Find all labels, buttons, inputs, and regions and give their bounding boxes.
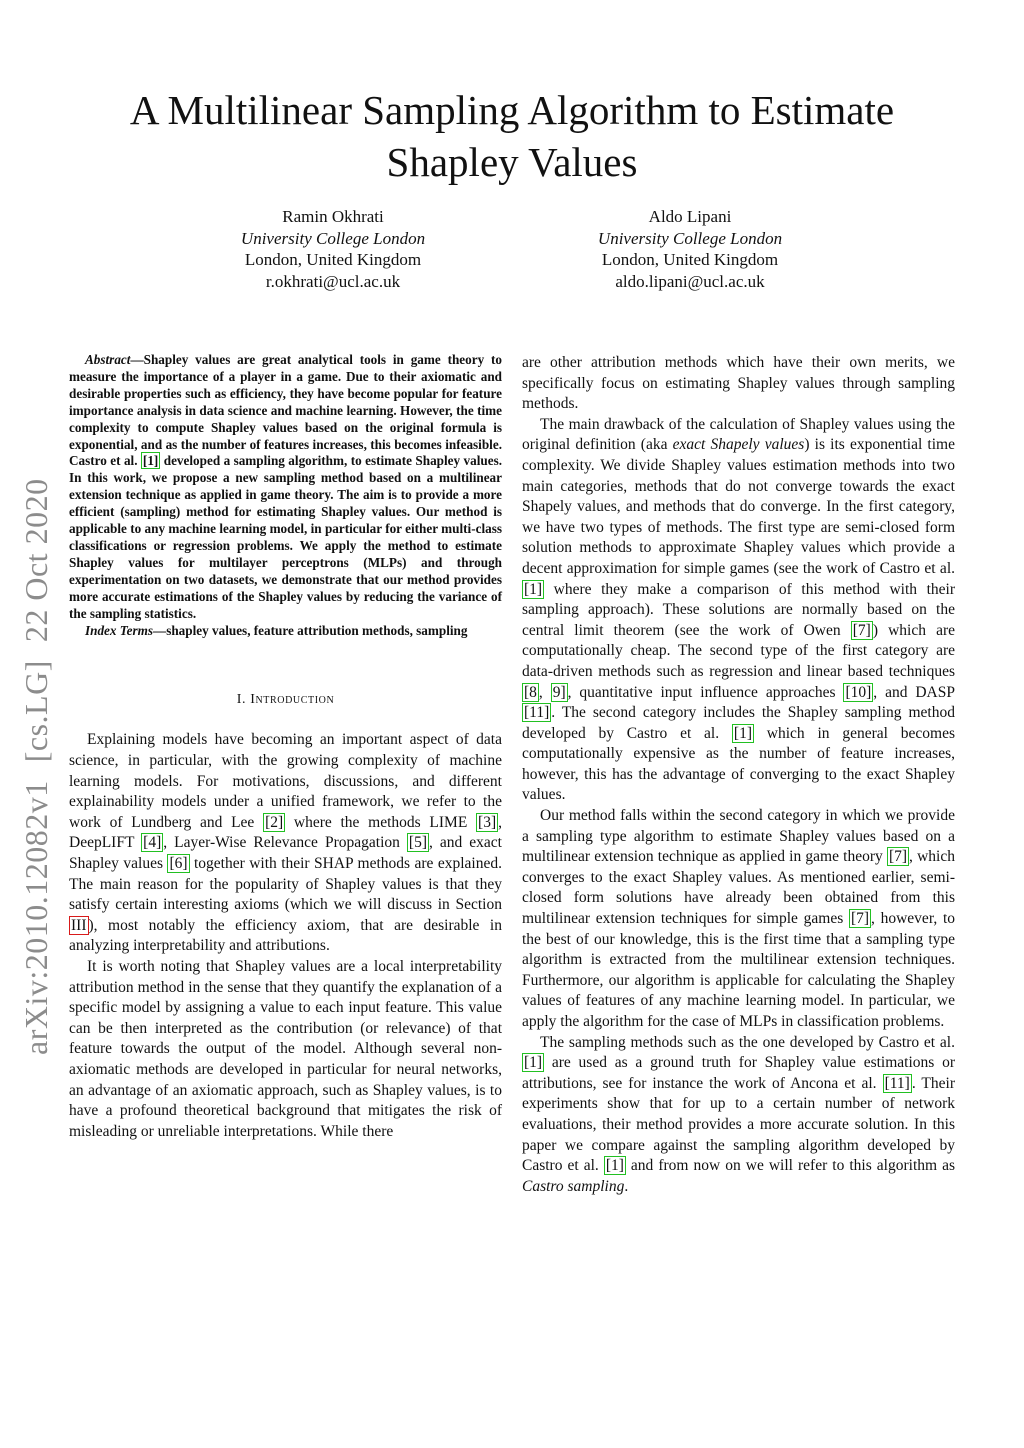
paper-title: A Multilinear Sampling Algorithm to Estimate Shapley Values [129,87,895,185]
section-heading: I. Introduction [236,692,335,708]
citation-link[interactable]: [6] [169,854,188,872]
citation-link[interactable]: [11] [884,1074,910,1092]
author-location: London, United Kingdom [244,250,422,269]
paragraph: The sampling methods such as the one developed by Castro et al. [1] are used as a ground truth for Shapley value estimations or attributions, see for instance the work of Ancona et al. [11] . Their experiments show that for up to a certain number of network evaluations, their method provides a more accurate solution. In this paper we compare against the sampling algorithm developed by Castro et al. [1] and from now on we will refer to this algorithm as Castro sampling. [522,1033,955,1195]
paragraph: The main drawback of the calculation of Shapley values using the original definition (aka exact Shapely values) is its exponential time complexity. We divide Shapley values estimation methods into two main categories, methods that do not converge towards the exact Shapely values, and methods that do converge. In the first category, we have two types of methods. The first type are semi-closed form solution methods to approximate Shapley values which provide a decent approximation for simple games (see the work of Castro et al. [1] where they make a comparison of this method with their sampling approach). These solutions are normally based on the central limit theorem (see the work of Owen [7] ) which are computationally cheap. The second type of the first category are data-driven methods such as regression and linear based techniques [8 , 9] , quantitative input influence approaches [10] , and DASP [11] . The second category includes the Shapley sampling method developed by Castro et al. [1] which in general becomes computationally expensive as the number of feature increases, however, this has the advantage of converging to the exact Shapley values. [522,415,955,804]
author-name: Aldo Lipani [648,207,732,226]
citation-link[interactable]: 9] [552,683,566,701]
section-reference-link[interactable]: III [71,916,87,934]
paragraph: are other attribution methods which have their own merits, we specifically focus on estimating Shapley values through sampling methods. [522,354,955,413]
paragraph: Our method falls within the second category in which we provide a sampling type algorithm to estimate Shapley values based on a multilinear extension technique as applied in game theory [7] , which converges to the exact Shapley values. As mentioned earlier, semi-closed form solutions have already been obtained from this multilinear extension techniques for simple games [7] , however, to the best of our knowledge, this is the first time that a sampling type algorithm is extracted from the multilinear extension techniques. Furthermore, our algorithm is applicable for calculating the Shapley values of features of any machine learning model. In particular, we apply the algorithm for the case of MLPs in classification problems. [522,807,955,1030]
arxiv-date: 22 Oct 2020 [18,478,54,643]
author-block [540,206,840,292]
citation-link[interactable]: [1] [142,453,159,469]
citation-link[interactable]: [4] [143,834,162,852]
citation-link[interactable]: [7] [852,621,871,639]
arxiv-id: arXiv:2010.12082v1 [18,780,54,1055]
author-email: r.okhrati@ucl.ac.uk [265,271,401,291]
abstract-label: Abstract [85,352,131,367]
author-block [183,206,483,292]
author-affiliation: University College London [597,228,783,248]
paragraph: Explaining models have becoming an important aspect of data science, in particular, with the growing complexity of machine learning models. For motivations, discussions, and different explainability models under a unified framework, we refer to the work of Lundberg and Lee [2] where the methods LIME [3] , DeepLIFT [4] , Layer-Wise Relevance Propagation [5] , and exact Shapley values [6] together with their SHAP methods are explained. The main reason for the popularity of Shapley values is that they satisfy certain interesting axioms (which we will discuss in Section III ), most notably the efficiency axiom, that are desirable in analyzing interpretability and attributions. [69,731,502,955]
citation-link[interactable]: [3] [478,813,497,831]
author-name: Ramin Okhrati [282,207,384,226]
citation-link[interactable]: [5] [408,834,427,852]
citation-link[interactable]: [7] [888,848,908,866]
author-location: London, United Kingdom [601,250,779,269]
index-terms-label: Index Terms [85,622,154,638]
left-column [69,352,502,1142]
citation-link[interactable]: [1] [733,724,752,742]
citation-link[interactable]: [7] [850,910,870,928]
citation-link[interactable]: [10] [845,683,872,701]
paragraph: It is worth noting that Shapley values are a local interpretability attribution method in the sense that they quantify the explanation of a specific model by assigning a value to each input feature. This value can be then interpreted as the contribution (or relevance) of that feature towards the output of the model. Although several non-axiomatic methods are developed in particular for neural networks, an advantage of an axiomatic approach, such as Shapley values, is to have a profound theoretical background that mitigates the risk of misleading or unreliable interpretations. While there [69,957,502,1140]
citation-link[interactable]: [1] [524,1054,543,1072]
arxiv-stamp [18,460,55,1055]
author-email: aldo.lipani@ucl.ac.uk [615,271,765,291]
arxiv-category: [cs.LG] [18,660,54,763]
citation-link[interactable]: [8 [524,683,537,701]
index-terms: Index Terms—shapley values, feature attribution methods, sampling [85,622,468,638]
citation-link[interactable]: [11] [524,704,550,722]
citation-link[interactable]: [2] [265,813,284,831]
citation-link[interactable]: [1] [605,1157,624,1175]
abstract: Abstract—Shapley values are great analytical tools in game theory to measure the importance of a player in a game. Due to their axiomatic and desirable properties such as efficiency, they have become popular for feature importance analysis in data science and machine learning. However, the time complexity to compute Shapley values based on the original formula is exponential, and as the number of features increases, this becomes infeasible. Castro et al. [1] developed a sampling algorithm, to estimate Shapley values. In this work, we propose a new sampling method based on a multilinear extension technique as applied in game theory. The aim is to provide a more efficient (sampling) method for estimating Shapley values. Our method is applicable to any machine learning model, in particular for either multi-class classifications or regression problems. We apply the method to estimate Shapley values for multilayer perceptrons (MLPs) and through experimentation on two datasets, we demonstrate that our method provides more accurate estimations of the Shapley values by reducing the variance of the sampling statistics. [69,352,502,621]
right-column [522,353,955,1197]
citation-link[interactable]: [1] [524,580,543,598]
author-affiliation: University College London [240,228,426,248]
